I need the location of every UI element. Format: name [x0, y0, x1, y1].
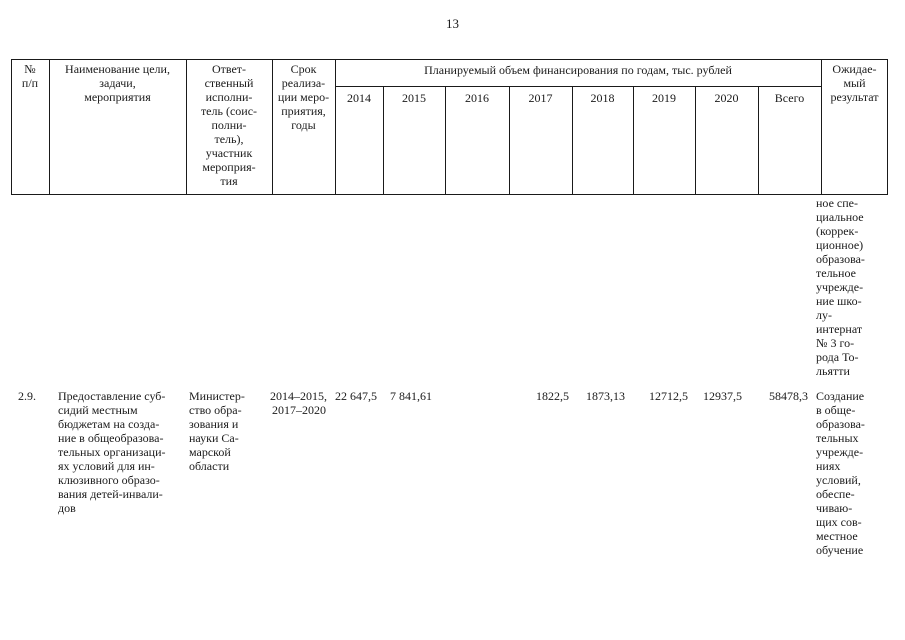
text-line: ное спе- — [816, 196, 858, 210]
text-line: вания детей-инвали- — [58, 487, 163, 501]
text-line: местное — [816, 529, 858, 543]
value-2017: 1822,5 — [536, 389, 569, 403]
table-header — [11, 59, 888, 195]
year-header: 2016 — [465, 91, 489, 105]
text-line: сидий местным — [58, 403, 138, 417]
text-line: рода То- — [816, 350, 859, 364]
result-header: Ожидае- мый результат — [830, 62, 879, 104]
year-header: 2014 — [347, 91, 371, 105]
text-line: обеспе- — [816, 487, 855, 501]
divider — [335, 86, 821, 87]
text-line: ние шко- — [816, 294, 862, 308]
text-line: зования и — [189, 417, 239, 431]
value-total: 58478,3 — [769, 389, 808, 403]
row-number: 2.9. — [18, 389, 36, 403]
text-line: области — [189, 459, 230, 473]
value-2018: 1873,13 — [586, 389, 625, 403]
text-line: Министер- — [189, 389, 245, 403]
year-header: 2017 — [528, 91, 553, 105]
text-line: Предоставление суб- — [58, 389, 166, 403]
text-line: бюджетам на созда- — [58, 417, 160, 431]
text-line: тельных — [816, 431, 859, 445]
text-line: 2017–2020 — [272, 403, 326, 417]
text-line: циальное — [816, 210, 864, 224]
text-line: учрежде- — [816, 280, 864, 294]
text-line: тельных организаци- — [58, 445, 166, 459]
text-line: льятти — [816, 364, 850, 378]
text-line: клюзивного образо- — [58, 473, 160, 487]
text-line: науки Са- — [189, 431, 239, 445]
text-line: образова- — [816, 417, 865, 431]
text-line: ние в общеобразова- — [58, 431, 164, 445]
text-line: ях условий для ин- — [58, 459, 155, 473]
value-2020: 12937,5 — [703, 389, 742, 403]
text-line: обучение — [816, 543, 864, 557]
funding-header: Планируемый объем финансирования по годам, тыс. рублей — [424, 63, 732, 77]
text-line: № 3 го- — [816, 336, 855, 350]
divider — [335, 59, 336, 195]
year-header: 2018 — [590, 91, 615, 105]
total-header: Всего — [774, 91, 805, 105]
period-header: Срок реализа- ции меро- приятия, годы — [277, 62, 330, 132]
value-2015: 7 841,61 — [390, 389, 432, 403]
text-line: ционное) — [816, 238, 864, 252]
text-line: 2014–2015, — [270, 389, 327, 403]
name-header: Наименование цели, задачи, мероприятия — [65, 62, 170, 104]
text-line: (коррек- — [816, 224, 859, 238]
text-line: учрежде- — [816, 445, 864, 459]
text-line: интернат — [816, 322, 863, 336]
text-line: Создание — [816, 389, 865, 403]
year-header: 2019 — [652, 91, 676, 105]
text-line: ниях — [816, 459, 841, 473]
year-header: 2015 — [402, 91, 426, 105]
text-line: условий, — [816, 473, 861, 487]
page-number: 13 — [446, 16, 459, 31]
num-header: № п/п — [21, 62, 39, 90]
text-line: чиваю- — [816, 501, 853, 515]
text-line: дов — [58, 501, 76, 515]
text-line: образова- — [816, 252, 865, 266]
value-2014: 22 647,5 — [335, 389, 377, 403]
value-2019: 12712,5 — [649, 389, 688, 403]
year-header: 2020 — [714, 91, 739, 105]
text-line: лу- — [816, 308, 832, 322]
text-line: марской — [189, 445, 231, 459]
text-line: ство обра- — [189, 403, 242, 417]
text-line: тельное — [816, 266, 856, 280]
text-line: щих сов- — [816, 515, 862, 529]
text-line: в обще- — [816, 403, 856, 417]
executor-header: Ответ- ственный исполни- тель (соис- полни- тель), участник мероприя- тия — [200, 62, 258, 188]
